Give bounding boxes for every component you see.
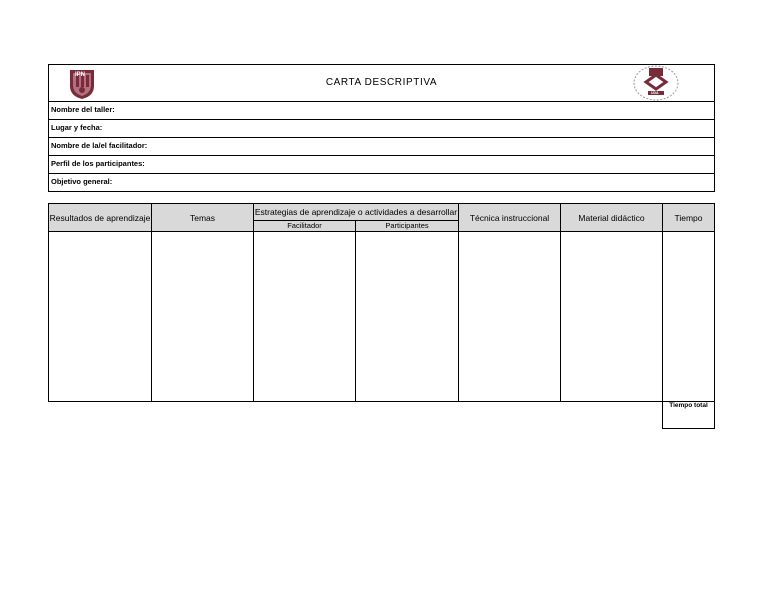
col-resultados: Resultados de aprendizaje [49,212,151,223]
col-temas: Temas [189,212,216,223]
col-tiempo: Tiempo [674,212,703,223]
field-facilitador: Nombre de la/el facilitador: [51,141,148,150]
activity-table [48,203,715,402]
col-estrategias: Estrategias de aprendizaje o actividades a desarrollar [254,207,458,217]
subcol-participantes: Participantes [385,221,429,230]
field-lugar-fecha: Lugar y fecha: [51,123,103,132]
ipn-logo: IPN [66,66,98,100]
page-title: CARTA DESCRIPTIVA [325,77,438,88]
field-objetivo: Objetivo general: [51,177,113,186]
subcol-facilitador: Facilitador [287,221,322,230]
seal-logo: UDA [632,64,680,102]
field-nombre-taller: Nombre del taller: [51,105,115,114]
col-material: Material didáctico [578,212,645,223]
field-perfil: Perfil de los participantes: [51,159,145,168]
total-time-label: Tiempo total [669,402,708,409]
col-tecnica: Técnica instruccional [469,212,550,223]
